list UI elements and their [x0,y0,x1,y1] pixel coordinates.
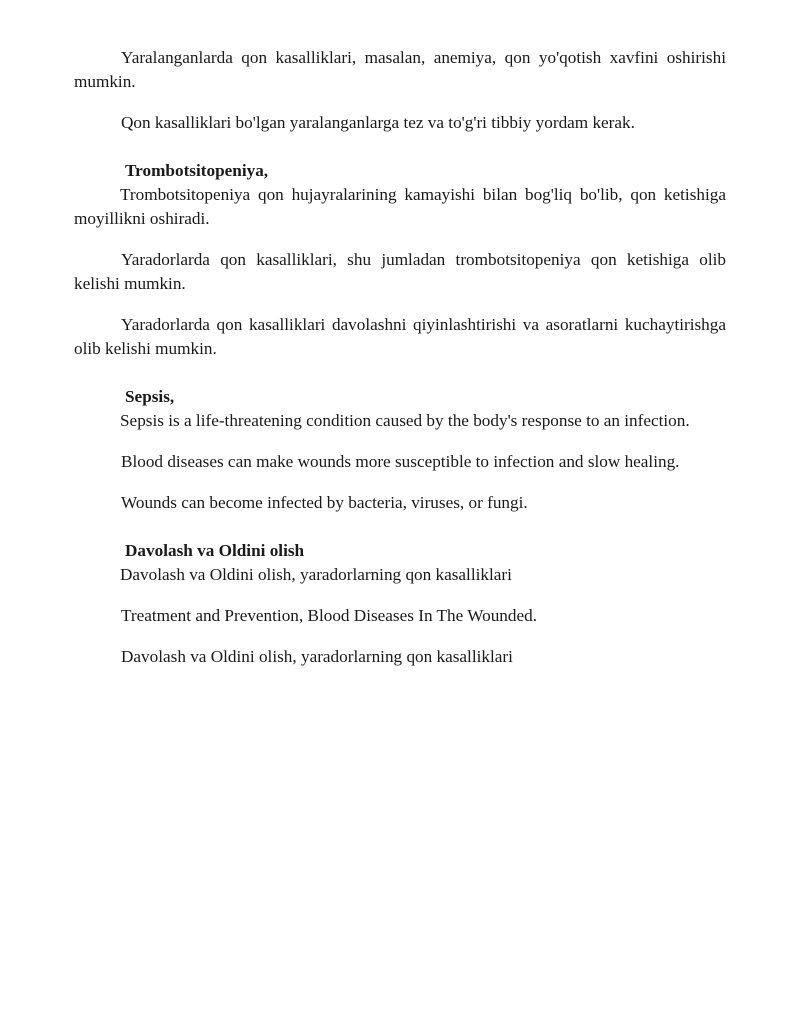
section-paragraph: Yaradorlarda qon kasalliklari davolashni qiyinlashtirishi va asoratlarni kuchaytirishga olib kelishi mumkin. [74,315,726,358]
intro-paragraph-2: Qon kasalliklari bo'lgan yaralanganlarga tez va to'g'ri tibbiy yordam kerak. [121,113,635,132]
section-paragraph: Yaradorlarda qon kasalliklari, shu jumladan trombotsitopeniya qon ketishiga olib kelishi mumkin. [74,250,726,293]
section-paragraph: Wounds can become infected by bacteria, viruses, or fungi. [121,493,528,512]
section-paragraph: Treatment and Prevention, Blood Diseases In The Wounded. [121,606,537,625]
section-davolash [74,539,726,669]
section-heading: Davolash va Oldini olish [125,541,305,560]
section-lead-paragraph: Sepsis is a life-threatening condition caused by the body's response to an infection. [120,411,690,430]
section-paragraph: Blood diseases can make wounds more susceptible to infection and slow healing. [121,452,680,471]
intro-paragraph-1: Yaralanganlarda qon kasalliklari, masalan, anemiya, qon yo'qotish xavfini oshirishi mumkin. [74,48,726,91]
section-sepsis [74,385,726,515]
section-lead-paragraph: Davolash va Oldini olish, yaradorlarning qon kasalliklari [120,565,512,584]
section-heading: Sepsis, [125,387,175,406]
section-heading: Trombotsitopeniya, [125,161,269,180]
section-trombotsitopeniya [74,159,726,361]
section-paragraph: Davolash va Oldini olish, yaradorlarning qon kasalliklari [121,647,513,666]
section-lead-paragraph: Trombotsitopeniya qon hujayralarining kamayishi bilan bog'liq bo'lib, qon ketishiga moyillikni oshiradi. [74,185,726,228]
document-page [74,46,726,669]
